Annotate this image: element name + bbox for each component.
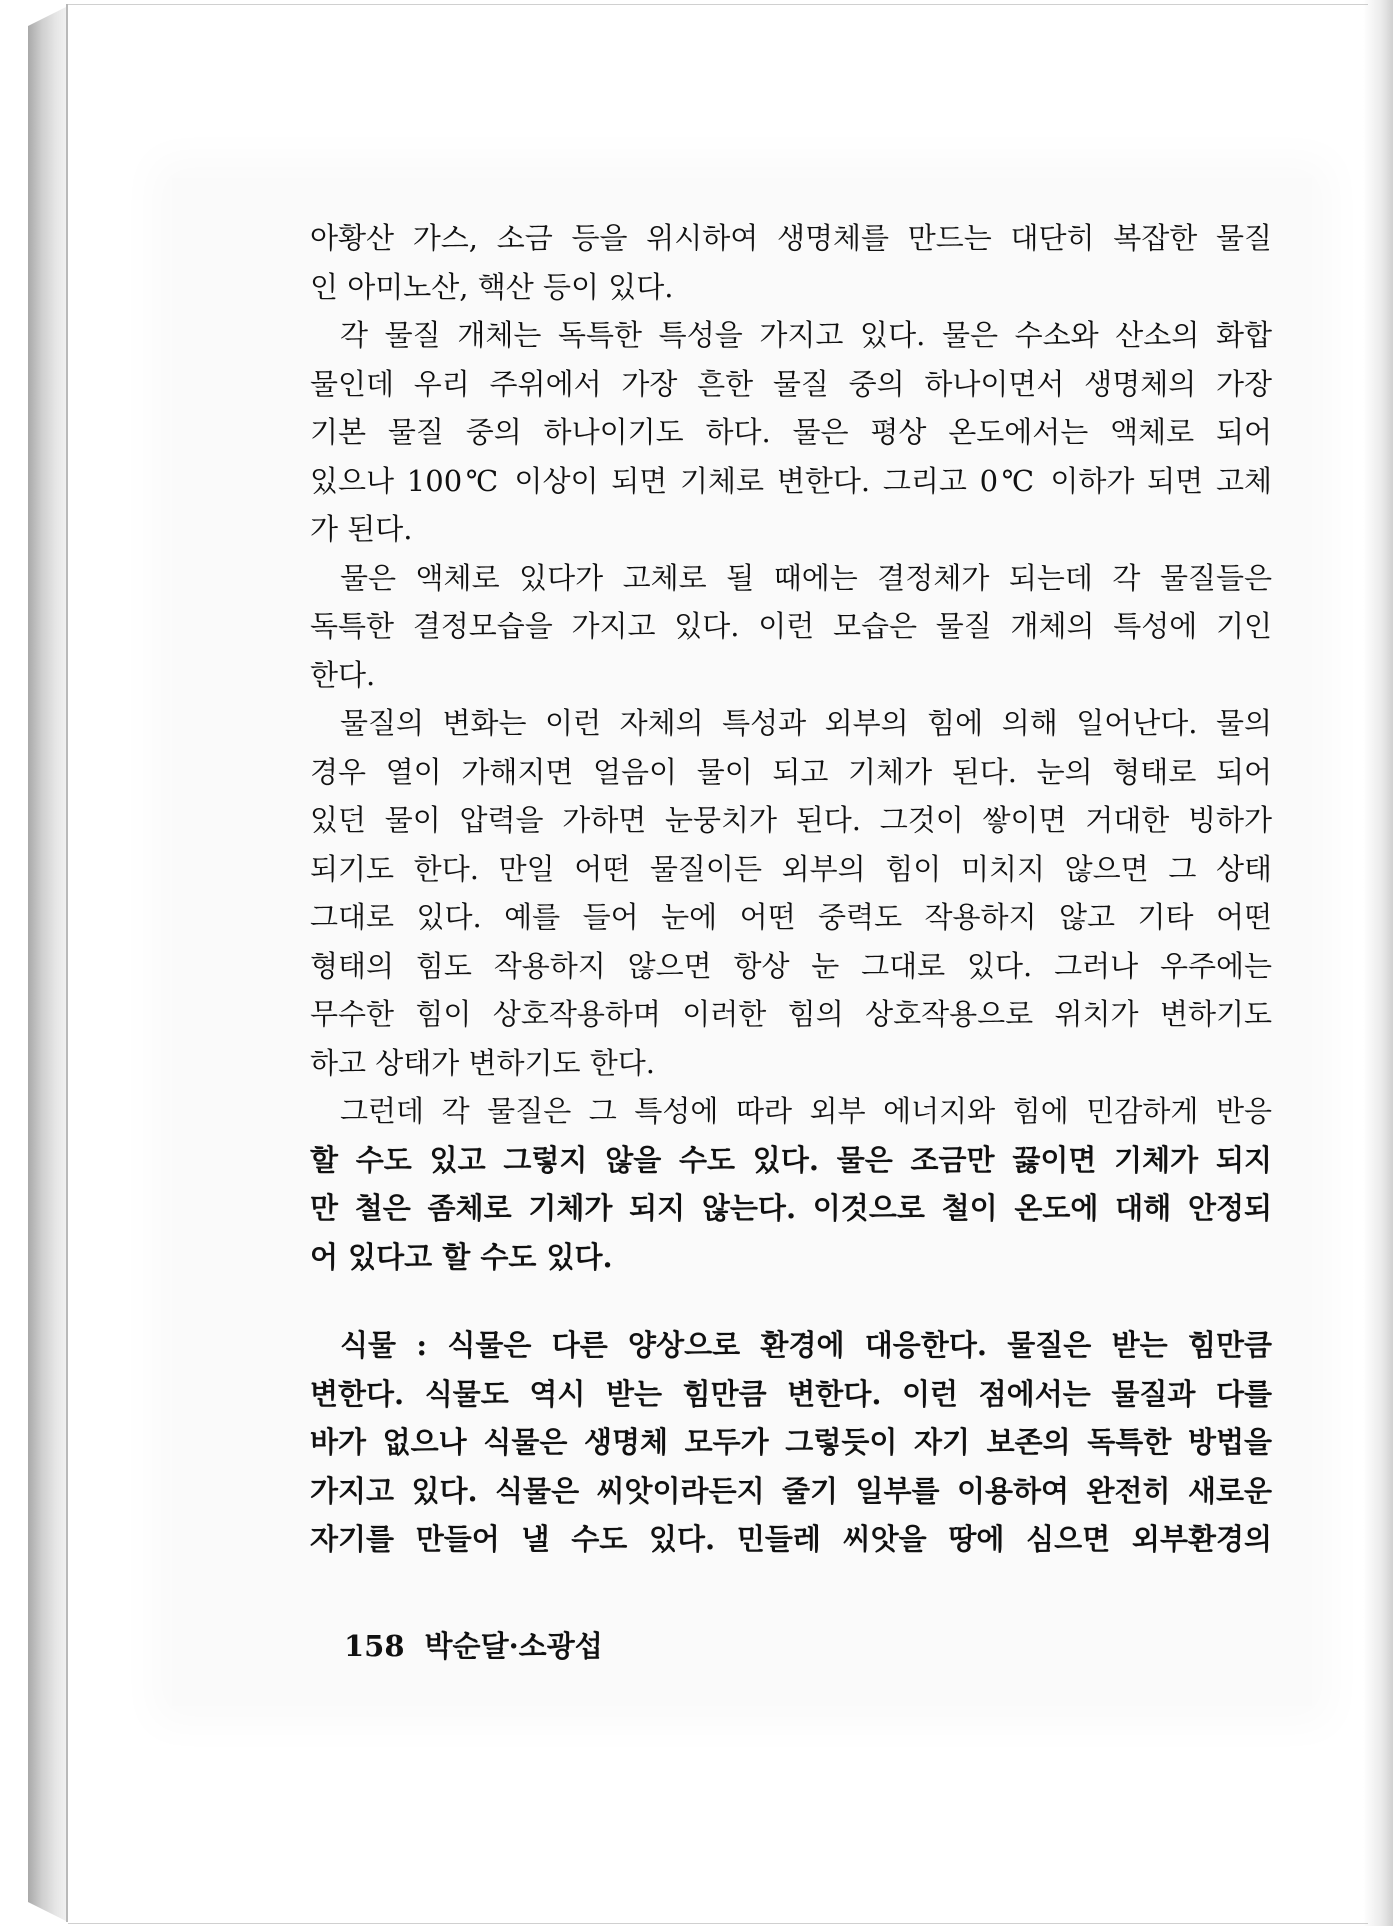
text-line: 무수한 힘이 상호작용하며 이러한 힘의 상호작용으로 위치가 변하기도 <box>310 997 1272 1031</box>
text-line: 아황산 가스, 소금 등을 위시하여 생명체를 만드는 대단히 복잡한 물질 <box>310 221 1272 255</box>
text-line: 인 아미노산, 핵산 등이 있다. <box>310 269 674 304</box>
text-line: 바가 없으나 식물은 생명체 모두가 그렇듯이 자기 보존의 독특한 방법을 <box>310 1425 1272 1459</box>
page-edge-shadow <box>1363 0 1393 1926</box>
text-line: 한다. <box>310 657 376 692</box>
text-line: 경우 열이 가해지면 얼음이 물이 되고 기체가 된다. 눈의 형태로 되어 <box>310 754 1272 789</box>
text-line: 가지고 있다. 식물은 씨앗이라든지 줄기 일부를 이용하여 완전히 새로운 <box>310 1473 1272 1508</box>
text-line: 되기도 한다. 만일 어떤 물질이든 외부의 힘이 미치지 않으면 그 상태 <box>310 851 1272 886</box>
text-line: 있던 물이 압력을 가하면 눈뭉치가 된다. 그것이 쌓이면 거대한 빙하가 <box>310 803 1272 837</box>
text-line: 식물 : 식물은 다른 양상으로 환경에 대응한다. 물질은 받는 힘만큼 <box>340 1328 1272 1362</box>
text-line: 하고 상태가 변하기도 한다. <box>310 1045 656 1080</box>
text-line: 있으나 100℃ 이상이 되면 기체로 변한다. 그리고 0℃ 이하가 되면 고체 <box>310 463 1272 498</box>
book-spine <box>28 6 68 1922</box>
footer-authors: 박순달·소광섭 <box>424 1629 603 1663</box>
text-line: 그대로 있다. 예를 들어 눈에 어떤 중력도 작용하지 않고 기타 어떤 <box>310 900 1272 934</box>
text-line: 각 물질 개체는 독특한 특성을 가지고 있다. 물은 수소와 산소의 화합 <box>340 318 1272 352</box>
text-line: 변한다. 식물도 역시 받는 힘만큼 변한다. 이런 점에서는 물질과 다를 <box>310 1376 1272 1411</box>
text-line: 기본 물질 중의 하나이기도 하다. 물은 평상 온도에서는 액체로 되어 <box>310 415 1272 449</box>
text-line: 가 된다. <box>310 512 413 546</box>
text-line: 그런데 각 물질은 그 특성에 따라 외부 에너지와 힘에 민감하게 반응 <box>340 1094 1272 1128</box>
text-line: 물질의 변화는 이런 자체의 특성과 외부의 힘에 의해 일어난다. 물의 <box>340 706 1272 740</box>
text-line: 물인데 우리 주위에서 가장 흔한 물질 중의 하나이면서 생명체의 가장 <box>310 366 1272 401</box>
section-gap <box>310 1281 1272 1321</box>
text-line: 어 있다고 할 수도 있다. <box>310 1239 613 1274</box>
text-line: 독특한 결정모습을 가지고 있다. 이런 모습은 물질 개체의 특성에 기인 <box>310 609 1272 643</box>
text-line: 형태의 힘도 작용하지 않으면 항상 눈 그대로 있다. 그러나 우주에는 <box>310 948 1272 983</box>
text-line: 만 철은 좀체로 기체가 되지 않는다. 이것으로 철이 온도에 대해 안정되 <box>310 1191 1272 1225</box>
text-line: 자기를 만들어 낼 수도 있다. 민들레 씨앗을 땅에 심으면 외부환경의 <box>310 1522 1272 1556</box>
page-footer <box>344 1624 603 1665</box>
body-text <box>310 214 1272 1564</box>
text-line: 할 수도 있고 그렇지 않을 수도 있다. 물은 조금만 끓이면 기체가 되지 <box>310 1142 1272 1177</box>
text-line: 물은 액체로 있다가 고체로 될 때에는 결정체가 되는데 각 물질들은 <box>340 560 1272 595</box>
page-number: 158 <box>344 1629 405 1663</box>
